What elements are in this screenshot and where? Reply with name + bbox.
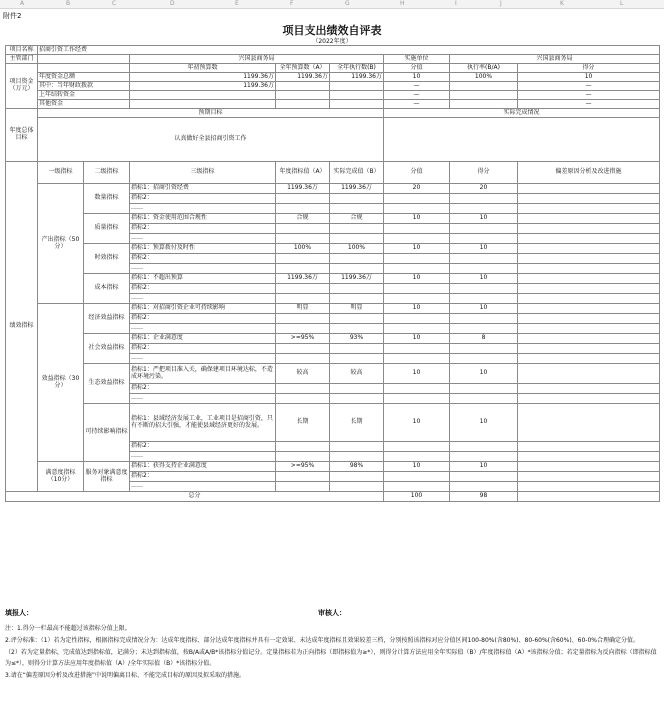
note-line: 3.请在“偏差原因分析及改进措施”中说明偏离目标、不能完成目标的原因及拟采取的措施。: [5, 672, 245, 679]
target-value: 合规: [276, 214, 330, 224]
target-value: [276, 234, 330, 244]
funds-header: 全年预算数（A）: [276, 64, 330, 73]
level2-indicator: 社会效益指标: [84, 334, 130, 364]
funds-cell: 1199.36万: [276, 73, 330, 82]
table-cell: [38, 55, 130, 64]
actual-value: [330, 452, 384, 462]
level2-indicator: 服务对象满意度指标: [84, 462, 130, 492]
funds-cell: [330, 100, 384, 109]
target-value: [276, 384, 330, 394]
funds-header: 得分: [518, 64, 660, 73]
level3-indicator: ……: [130, 324, 276, 334]
deviation-reason: [518, 384, 660, 394]
deviation-reason: [518, 354, 660, 364]
table-row: [6, 73, 660, 82]
level2-indicator: 经济效益指标: [84, 304, 130, 334]
score-got: [450, 472, 518, 482]
table-row: [6, 274, 660, 284]
score-got: [450, 394, 518, 404]
table-row: [6, 492, 660, 502]
project-name-label: 项目名称: [6, 46, 38, 55]
level3-indicator: ……: [130, 234, 276, 244]
target-value: [276, 344, 330, 354]
score-weight: [384, 354, 450, 364]
level3-indicator: 指标1：资金使用范围合规性: [130, 214, 276, 224]
level2-indicator: 时效指标: [84, 244, 130, 274]
level3-indicator: ……: [130, 452, 276, 462]
level1-indicator: 满意度指标（10分）: [38, 462, 84, 492]
deviation-reason: [518, 224, 660, 234]
funds-cell: —: [384, 91, 450, 100]
actual-value: 93%: [330, 334, 384, 344]
target-value: 明显: [276, 304, 330, 314]
funds-cell: 1199.36万: [130, 73, 276, 82]
score-weight: 10: [384, 304, 450, 314]
actual-value: [330, 344, 384, 354]
score-got: [450, 324, 518, 334]
table-row: [6, 404, 660, 442]
level3-indicator: 指标1：对招商引资企业可持续影响: [130, 304, 276, 314]
level2-indicator: 数量指标: [84, 184, 130, 214]
score-got: 10: [450, 404, 518, 442]
actual-value: [330, 394, 384, 404]
score-weight: [384, 234, 450, 244]
table-cell: [518, 492, 660, 502]
actual-value: 98%: [330, 462, 384, 472]
deviation-reason: [518, 294, 660, 304]
indicator-header: 一级指标: [38, 162, 84, 184]
funds-cell: 1199.36万: [130, 82, 276, 91]
deviation-reason: [518, 314, 660, 324]
funds-row-label: 年度资金总额: [38, 73, 130, 82]
actual-value: [330, 294, 384, 304]
score-weight: [384, 442, 450, 452]
level2-indicator: 生态效益指标: [84, 364, 130, 404]
funds-cell: [130, 100, 276, 109]
note-line: 注：1.得分一栏最高不能超过该指标分值上限。: [5, 625, 131, 632]
target-value: [276, 204, 330, 214]
score-got: [450, 264, 518, 274]
goal-expected-header: 预期目标: [38, 109, 384, 118]
note-line: 2.评分标准：（1）若为定性指标，根据指标完成情况分为：达成年度指标、部分达成年度指标并具有一定效果、未达成年度指标且效果较差三档，分别按照该指标对应分值区间100-80%(含80%)、80-60%(含60%)、60-0%合理确定分值。: [5, 637, 639, 644]
score-weight: [384, 394, 450, 404]
level3-indicator: 指标2：: [130, 442, 276, 452]
score-got: 8: [450, 334, 518, 344]
deviation-reason: [518, 284, 660, 294]
level3-indicator: 指标1：获得支持企业满意度: [130, 462, 276, 472]
score-weight: 10: [384, 214, 450, 224]
score-got: [450, 234, 518, 244]
level2-indicator: 可持续影响指标: [84, 404, 130, 462]
deviation-reason: [518, 244, 660, 254]
level3-indicator: 指标2：: [130, 472, 276, 482]
level3-indicator: ……: [130, 294, 276, 304]
level3-indicator: ……: [130, 394, 276, 404]
deviation-reason: [518, 194, 660, 204]
deviation-reason: [518, 254, 660, 264]
score-weight: [384, 472, 450, 482]
score-weight: [384, 194, 450, 204]
actual-value: [330, 442, 384, 452]
score-got: [450, 204, 518, 214]
funds-cell: [276, 82, 330, 91]
actual-value: 100%: [330, 244, 384, 254]
table-row: [6, 64, 660, 73]
level1-indicator: 效益指标（30分）: [38, 304, 84, 462]
deviation-reason: [518, 462, 660, 472]
score-weight: 10: [384, 364, 450, 384]
notes-section: [5, 623, 659, 682]
funds-row-label: 其中：当年财政拨款: [38, 82, 130, 91]
deviation-reason: [518, 324, 660, 334]
score-weight: [384, 264, 450, 274]
score-got: [450, 294, 518, 304]
target-value: 长期: [276, 404, 330, 442]
score-weight: [384, 204, 450, 214]
actual-value: [330, 194, 384, 204]
indicator-header: 二级指标: [84, 162, 130, 184]
dept-value: 兴国县商务局: [130, 55, 384, 64]
score-weight: 10: [384, 244, 450, 254]
level3-indicator: 指标2：: [130, 344, 276, 354]
actual-value: 较高: [330, 364, 384, 384]
actual-value: [330, 324, 384, 334]
actual-value: 长期: [330, 404, 384, 442]
target-value: [276, 442, 330, 452]
level3-indicator: 指标2：: [130, 284, 276, 294]
funds-header: 分值: [384, 64, 450, 73]
indicator-header: 三级指标: [130, 162, 276, 184]
funds-header: 年初预算数: [130, 64, 276, 73]
funds-cell: 10: [384, 73, 450, 82]
level3-indicator: ……: [130, 482, 276, 492]
table-row: [6, 55, 660, 64]
table-row: [6, 118, 660, 162]
attachment-label: 附件2: [3, 12, 22, 20]
target-value: [276, 394, 330, 404]
funds-cell: —: [518, 82, 660, 91]
target-value: [276, 224, 330, 234]
deviation-reason: [518, 234, 660, 244]
score-got: 10: [450, 364, 518, 384]
project-name-value: 招商引资工作经费: [38, 46, 660, 55]
funds-header: 全年执行数(B): [330, 64, 384, 73]
score-got: 10: [450, 244, 518, 254]
level3-indicator: 指标1：企业满意度: [130, 334, 276, 344]
indicator-header: 实际完成值（B）: [330, 162, 384, 184]
table-row: [6, 244, 660, 254]
score-weight: [384, 344, 450, 354]
target-value: [276, 452, 330, 462]
deviation-reason: [518, 344, 660, 354]
level2-indicator: 质量指标: [84, 214, 130, 244]
year-label: （2022年度）: [312, 38, 352, 45]
deviation-reason: [518, 264, 660, 274]
score-got: [450, 254, 518, 264]
target-value: [276, 472, 330, 482]
level3-indicator: 指标2：: [130, 384, 276, 394]
spreadsheet-column-header: A B C D E F G H I J K L: [0, 0, 664, 9]
evaluation-table: [5, 45, 660, 502]
level3-indicator: 指标1：县域经济发展工业，工业项目是招商引资，只有不断的招大引强，才能使县域经济更好的发展。: [130, 404, 276, 442]
indicator-header: 分值: [384, 162, 450, 184]
goal-label: 年度总体目标: [6, 109, 38, 162]
score-weight: 10: [384, 334, 450, 344]
target-value: 1199.36万: [276, 184, 330, 194]
funds-header: 执行率(B/A): [450, 64, 518, 73]
target-value: 较高: [276, 364, 330, 384]
score-got: [450, 452, 518, 462]
target-value: [276, 294, 330, 304]
indicator-header: 偏差原因分析及改进措施: [518, 162, 660, 184]
score-got: 10: [450, 214, 518, 224]
score-got: 10: [450, 274, 518, 284]
table-row: [6, 364, 660, 384]
score-got: [450, 314, 518, 324]
score-weight: [384, 294, 450, 304]
goal-actual-header: 实际完成情况: [384, 109, 660, 118]
score-got: 20: [450, 184, 518, 194]
table-row: [6, 91, 660, 100]
score-got: [450, 354, 518, 364]
funds-cell: —: [518, 100, 660, 109]
actual-value: 1199.36万: [330, 184, 384, 194]
score-weight: [384, 254, 450, 264]
indicator-header: 得分: [450, 162, 518, 184]
score-weight: [384, 452, 450, 462]
dept-label: 主管部门: [6, 55, 38, 64]
filler-label: 填报人：: [5, 609, 33, 617]
table-row: [6, 462, 660, 472]
funds-cell: [450, 91, 518, 100]
deviation-reason: [518, 204, 660, 214]
actual-value: [330, 204, 384, 214]
deviation-reason: [518, 394, 660, 404]
indicator-side-label: 绩效指标: [6, 162, 38, 492]
score-got: [450, 194, 518, 204]
level3-indicator: 指标1：预算拨付及时性: [130, 244, 276, 254]
score-weight: [384, 314, 450, 324]
funds-row-label: 其他资金: [38, 100, 130, 109]
score-weight: [384, 284, 450, 294]
funds-cell: [130, 91, 276, 100]
score-weight: [384, 482, 450, 492]
note-line: （2）若为定量指标，完成值达到指标值，记满分；未达到指标值，按B/A或A/B*该指标分值记分。定量指标若为正向指标（即指标值为≥*），则得分计算方法应用全年实际值（B）/年度指标值（A）*该指标分值；若定量指标为反向指标（即指标值为≤*），则得分计算方法应用年度指标值（A）/全年实际值（B）*该指标分值。: [5, 649, 657, 667]
score-got: [450, 344, 518, 354]
actual-value: [330, 482, 384, 492]
total-label: 总分: [6, 492, 384, 502]
score-weight: 10: [384, 462, 450, 472]
funds-label: 项目资金（万元）: [6, 64, 38, 109]
deviation-reason: [518, 334, 660, 344]
target-value: [276, 254, 330, 264]
level3-indicator: 指标2：: [130, 224, 276, 234]
funds-cell: [450, 82, 518, 91]
target-value: [276, 324, 330, 334]
level3-indicator: 指标2：: [130, 254, 276, 264]
target-value: [276, 354, 330, 364]
funds-row-label: 上年结转资金: [38, 91, 130, 100]
indicator-header: 年度指标值（A）: [276, 162, 330, 184]
deviation-reason: [518, 452, 660, 462]
table-row: [6, 82, 660, 91]
score-got: 10: [450, 304, 518, 314]
level1-indicator: 产出指标（50分）: [38, 184, 84, 304]
score-weight: [384, 384, 450, 394]
score-got: [450, 482, 518, 492]
funds-cell: [330, 82, 384, 91]
total-score: 100: [384, 492, 450, 502]
table-row: [6, 214, 660, 224]
goal-expected: 认真做好全县招商引资工作: [38, 118, 384, 162]
deviation-reason: [518, 274, 660, 284]
funds-cell: —: [518, 91, 660, 100]
actual-value: [330, 384, 384, 394]
actual-value: [330, 254, 384, 264]
target-value: 100%: [276, 244, 330, 254]
actual-value: 明显: [330, 304, 384, 314]
page-title: 项目支出绩效自评表: [282, 24, 382, 37]
score-weight: 20: [384, 184, 450, 194]
funds-cell: —: [384, 82, 450, 91]
exec-unit-label: 实施单位: [384, 55, 450, 64]
actual-value: 1199.36万: [330, 274, 384, 284]
table-row: [6, 162, 660, 184]
target-value: >=95%: [276, 334, 330, 344]
actual-value: [330, 472, 384, 482]
target-value: [276, 482, 330, 492]
deviation-reason: [518, 442, 660, 452]
score-got: [450, 224, 518, 234]
level3-indicator: 指标1：招商引资经费: [130, 184, 276, 194]
target-value: 1199.36万: [276, 274, 330, 284]
table-row: [6, 304, 660, 314]
table-cell: [38, 64, 130, 73]
score-got: [450, 284, 518, 294]
level3-indicator: ……: [130, 354, 276, 364]
funds-cell: [330, 91, 384, 100]
table-row: [6, 100, 660, 109]
level3-indicator: 指标2：: [130, 314, 276, 324]
level3-indicator: ……: [130, 204, 276, 214]
actual-value: [330, 354, 384, 364]
level3-indicator: 指标1：不超出预算: [130, 274, 276, 284]
total-got: 98: [450, 492, 518, 502]
deviation-reason: [518, 404, 660, 442]
table-row: [6, 46, 660, 55]
target-value: >=95%: [276, 462, 330, 472]
deviation-reason: [518, 364, 660, 384]
deviation-reason: [518, 304, 660, 314]
score-weight: 10: [384, 274, 450, 284]
score-got: 10: [450, 462, 518, 472]
funds-cell: —: [384, 100, 450, 109]
level3-indicator: 指标2：: [130, 194, 276, 204]
level2-indicator: 成本指标: [84, 274, 130, 304]
funds-cell: 100%: [450, 73, 518, 82]
table-row: [6, 334, 660, 344]
actual-value: [330, 224, 384, 234]
target-value: [276, 314, 330, 324]
actual-value: [330, 264, 384, 274]
funds-cell: [276, 100, 330, 109]
goal-actual: [384, 118, 660, 162]
deviation-reason: [518, 482, 660, 492]
deviation-reason: [518, 184, 660, 194]
funds-cell: 1199.36万: [330, 73, 384, 82]
deviation-reason: [518, 472, 660, 482]
actual-value: [330, 314, 384, 324]
funds-cell: [276, 91, 330, 100]
actual-value: [330, 284, 384, 294]
score-weight: 10: [384, 404, 450, 442]
score-weight: [384, 224, 450, 234]
target-value: [276, 284, 330, 294]
score-got: [450, 442, 518, 452]
target-value: [276, 264, 330, 274]
table-row: [6, 109, 660, 118]
deviation-reason: [518, 214, 660, 224]
funds-cell: [450, 100, 518, 109]
score-weight: [384, 324, 450, 334]
level3-indicator: 指标1：严把项目准入关，确保建项目环境达标，不造成环境污染。: [130, 364, 276, 384]
actual-value: 合规: [330, 214, 384, 224]
funds-cell: 10: [518, 73, 660, 82]
target-value: [276, 194, 330, 204]
exec-unit-value: 兴国县商务局: [450, 55, 660, 64]
reviewer-label: 审核人：: [318, 609, 346, 617]
table-row: [6, 184, 660, 194]
level3-indicator: ……: [130, 264, 276, 274]
actual-value: [330, 234, 384, 244]
score-got: [450, 384, 518, 394]
